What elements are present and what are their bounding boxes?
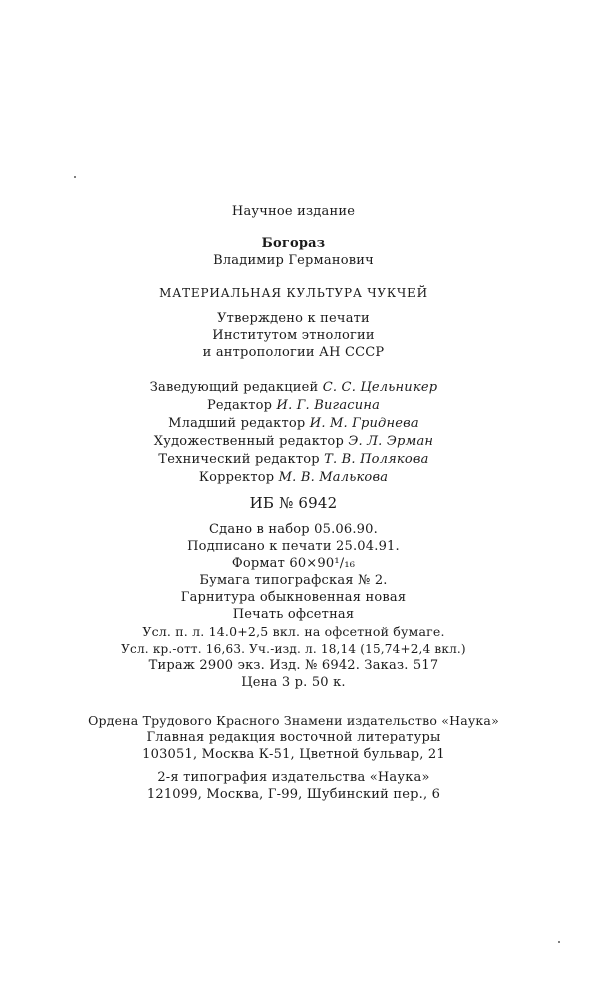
publisher-line: Главная редакция восточной литературы	[146, 730, 441, 745]
editor-role: Редактор	[206, 398, 273, 413]
approval-line: и антропологии АН СССР	[202, 345, 385, 360]
editor-line	[0, 398, 601, 414]
print-speck	[558, 941, 560, 943]
editor-line	[0, 452, 601, 468]
editor-line	[0, 380, 601, 396]
printer-line: 2-я типография издательства «Наука»	[157, 770, 430, 785]
book-title: МАТЕРИАЛЬНАЯ КУЛЬТУРА ЧУКЧЕЙ	[159, 286, 428, 300]
ib-number: ИБ № 6942	[249, 494, 338, 512]
editor-role: Заведующий редакцией	[149, 380, 319, 395]
print-info-line: Печать офсетная	[232, 607, 355, 622]
print-info-line: Усл. п. л. 14.0+2,5 вкл. на офсетной бумаге.	[142, 624, 445, 639]
editor-role: Художественный редактор	[153, 434, 344, 449]
print-speck	[74, 176, 76, 178]
editor-role: Корректор	[198, 470, 275, 485]
author-surname: Богораз	[261, 236, 326, 251]
editor-name: И. М. Гриднева	[309, 416, 419, 431]
publisher-line: Ордена Трудового Красного Знамени издательство «Наука»	[88, 713, 499, 728]
print-info-line: Гарнитура обыкновенная новая	[180, 590, 407, 605]
print-info-line: Формат 60×90¹/₁₆	[231, 556, 356, 571]
approval-line: Институтом этнологии	[212, 328, 375, 343]
printer-line: 121099, Москва, Г-99, Шубинский пер., 6	[146, 787, 441, 802]
editor-role: Младший редактор	[168, 416, 306, 431]
editor-role: Технический редактор	[158, 452, 320, 467]
print-info-line: Сдано в набор 05.06.90.	[209, 522, 378, 537]
editor-name: Э. Л. Эрман	[348, 434, 434, 449]
editor-name: М. В. Малькова	[278, 470, 389, 485]
print-info-line: Усл. кр.-отт. 16,63. Уч.-изд. л. 18,14 (15,74+2,4 вкл.)	[121, 642, 466, 656]
editor-line	[0, 434, 601, 450]
editor-line	[0, 416, 601, 432]
edition-type: Научное издание	[231, 204, 356, 219]
author-given-name: Владимир Германович	[213, 253, 374, 268]
editor-name: С. С. Цельникер	[322, 380, 438, 395]
editor-name: Т. В. Полякова	[324, 452, 429, 467]
print-info-line: Бумага типографская № 2.	[199, 573, 388, 588]
print-info-line: Цена 3 р. 50 к.	[241, 675, 346, 690]
editor-name: И. Г. Вигасина	[276, 398, 381, 413]
print-info-line: Тираж 2900 экз. Изд. № 6942. Заказ. 517	[148, 658, 439, 673]
editor-line	[0, 470, 601, 486]
publisher-line: 103051, Москва К-51, Цветной бульвар, 21	[142, 747, 445, 762]
print-info-line: Подписано к печати 25.04.91.	[187, 539, 400, 554]
approval-line: Утверждено к печати	[217, 311, 370, 326]
